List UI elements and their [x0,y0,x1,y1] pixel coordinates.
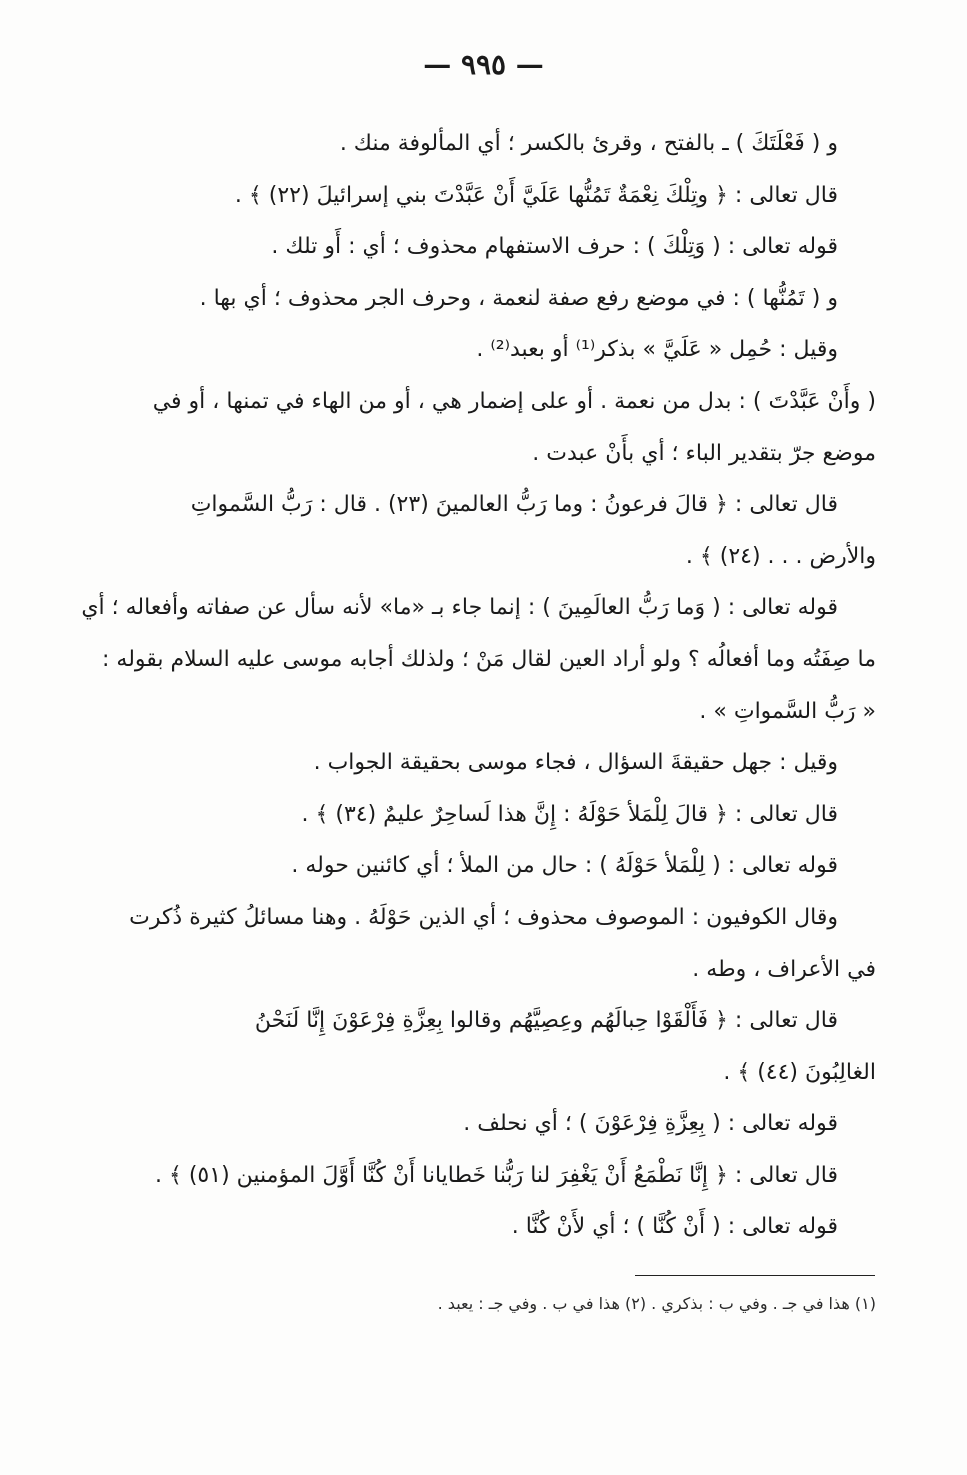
verse-line: والأرض . . . (٢٤) ﴾ . [685,543,876,569]
text-line: و ( تَمُنُّها ) : في موضع رفع صفة لنعمة ، وحرف الجر محذوف ؛ أي بها . [199,285,838,311]
text-line: قوله تعالى : ( بِعِزَّةِ فِرْعَوْنَ ) ؛ أي نحلف . [463,1111,838,1137]
text-line: وقيل : حُمِل « عَلَيَّ » بذكر⁽¹⁾ أو بعبد⁽²⁾ . [476,337,838,363]
text-line: ما صِفَتُه وما أفعالُه ؟ ولو أراد العين لقال مَنْ ؛ ولذلك أجابه موسى عليه السلام بقوله : [102,646,876,672]
verse-line: قال تعالى : ﴿ قالَ فرعونُ : وما رَبُّ العالمينَ (٢٣) . قال : رَبُّ السَّمواتِ [190,492,838,518]
text-line: قوله تعالى : ( لِلْمَلأ حَوْلَهُ ) : حال من الملأ ؛ أي كائنين حوله . [291,853,838,879]
body-text [68,118,876,1253]
footnote: (١) هذا في جـ . وفي ب : بذكري . (٢) هذا في ب . وفي جـ : يعبد . [437,1294,876,1313]
verse-line: قال تعالى : ﴿ إِنَّا نَطْمَعُ أَنْ يَغْفِرَ لنا رَبُّنا خَطايانا أَنْ كُنَّا أَوَّلَ المؤمنين (٥١) ﴾ . [154,1162,838,1188]
text-line: في الأعراف ، وطه . [692,956,876,982]
page-number: — ٩٩٥ — [423,48,544,81]
text-line: « رَبُّ السَّمواتِ » . [699,698,876,724]
footnote-divider [635,1275,875,1276]
text-line: وقال الكوفيون : الموصوف محذوف ؛ أي الذين حَوْلَهُ . وهنا مسائلُ كثيرة ذُكرت [129,904,838,930]
text-line: قوله تعالى : ( وَتِلْكَ ) : حرف الاستفهام محذوف ؛ أي : أَو تلك . [271,234,838,260]
verse-line: قال تعالى : ﴿ فَأَلْقَوْا حِبالَهُم وعِصِيَّهُم وقالوا بِعِزَّةِ فِرْعَوْنَ إِنَّا لَنَحْنُ [254,1008,838,1034]
text-line: قوله تعالى : ( وَما رَبُّ العالَمِينَ ) : إنما جاء بـ «ما» لأنه سأل عن صفاته وأفعاله ؛ أي [81,595,838,621]
text-line: موضع جرّ بتقدير الباء ؛ أي بأَنْ عبدت . [532,440,876,466]
text-line: و ( فَعْلَتَكَ ) ـ بالفتح ، وقرئ بالكسر ؛ أي المألوفة منك . [339,131,838,156]
text-line: قوله تعالى : ( أَنْ كُنَّا ) ؛ أي لأَنْ كُنَّا . [511,1214,838,1240]
verse-line: قال تعالى : ﴿ وتِلْكَ نِعْمَةٌ تَمُنُّها عَلَيَّ أَنْ عَبَّدْتَ بني إسرائيلَ (٢٢) ﴾ . [234,182,838,208]
verse-line: قال تعالى : ﴿ قالَ لِلْمَلأ حَوْلَهُ : إِنَّ هذا لَساحِرٌ عليمٌ (٣٤) ﴾ . [301,801,838,827]
text-line: ( وأَنْ عَبَّدْتَ ) : بدل من نعمة . أو على إضمار هي ، أو من الهاء في تمنها ، أو في [152,388,876,414]
verse-line: الغالِبُونَ (٤٤) ﴾ . [723,1059,876,1085]
text-line: وقيل : جهل حقيقةَ السؤال ، فجاء موسى بحقيقة الجواب . [313,750,838,776]
